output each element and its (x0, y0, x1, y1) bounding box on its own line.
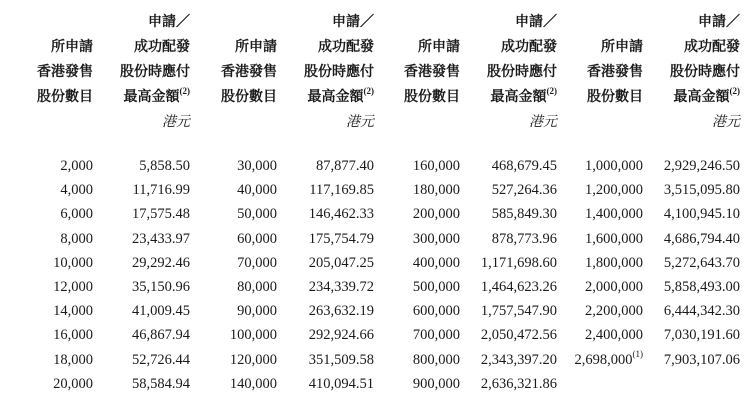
table-rows (377, 156, 557, 398)
shares-cell (53, 303, 93, 320)
table-row (10, 204, 190, 228)
shares-cell (585, 303, 643, 320)
shares-cell (53, 327, 93, 344)
amount-cell: 5,858.50 (139, 158, 190, 174)
shares-cell (413, 206, 460, 223)
amount-cell: 58,584.94 (132, 375, 190, 392)
shares-value: 1,200,000 (585, 182, 643, 199)
shares-cell (237, 158, 277, 175)
table-row (194, 350, 374, 374)
header-line (70, 35, 190, 60)
shares-cell (237, 255, 277, 272)
header-line-text: 申請／ (332, 15, 374, 30)
header-line (620, 85, 740, 110)
amount-cell: 23,433.97 (132, 230, 190, 247)
shares-cell (60, 158, 93, 175)
header-line (254, 10, 374, 35)
amount-column-header (254, 10, 374, 135)
amount-cell: 4,686,794.40 (663, 230, 740, 247)
shares-value: 140,000 (229, 375, 277, 392)
header-line: 股份數目 (587, 90, 643, 105)
table-row (377, 229, 557, 253)
amount-cell: 6,444,342.30 (663, 303, 740, 320)
shares-cell (585, 231, 643, 248)
table-row (194, 253, 374, 277)
shares-cell (413, 376, 460, 393)
table-group-3 (377, 0, 557, 403)
shares-value: 200,000 (412, 206, 460, 223)
table-row (377, 350, 557, 374)
shares-value: 160,000 (412, 158, 460, 174)
shares-value: 6,000 (60, 206, 93, 223)
shares-value: 16,000 (53, 327, 93, 344)
shares-value: 10,000 (53, 254, 93, 271)
currency-unit-label: 港元 (712, 115, 740, 130)
header-line (254, 35, 374, 60)
shares-value: 14,000 (53, 303, 93, 320)
amount-cell: 205,047.25 (308, 254, 374, 271)
header-line: 股份數目 (37, 90, 93, 105)
header-line (70, 60, 190, 85)
shares-value: 2,400,000 (585, 327, 643, 344)
amount-cell: 7,903,107.06 (663, 351, 740, 368)
table-rows (194, 156, 374, 398)
shares-value: 50,000 (237, 206, 277, 223)
shares-value: 120,000 (229, 351, 277, 368)
shares-value: 80,000 (237, 278, 277, 295)
header-line: 所申請 (418, 40, 460, 55)
shares-value: 2,000,000 (585, 278, 643, 295)
shares-cell (53, 279, 93, 296)
header-line (437, 10, 557, 35)
amount-cell: 292,924.66 (308, 327, 374, 344)
amount-cell: 35,150.96 (132, 278, 190, 295)
shares-value: 20,000 (53, 375, 93, 392)
shares-cell (237, 206, 277, 223)
header-line-text: 最高金額 (307, 90, 364, 105)
table-row (194, 325, 374, 349)
table-group-2 (194, 0, 374, 403)
amount-cell: 263,632.19 (308, 303, 374, 320)
shares-value: 2,698,000 (574, 351, 633, 368)
table-row (10, 180, 190, 204)
shares-cell (413, 182, 460, 199)
table-row (10, 229, 190, 253)
shares-cell (60, 231, 93, 248)
header-line: 股份數目 (404, 90, 460, 105)
shares-value: 700,000 (412, 327, 460, 344)
table-row (377, 325, 557, 349)
shares-cell (230, 376, 277, 393)
amount-cell: 2,636,321.86 (480, 375, 557, 392)
amount-cell: 117,169.85 (309, 182, 374, 199)
header-line: 所申請 (51, 40, 93, 55)
header-line (70, 10, 190, 35)
table-row (560, 253, 740, 277)
shares-cell (60, 206, 93, 223)
table-row (560, 156, 740, 180)
shares-value: 12,000 (53, 278, 93, 295)
table-row (10, 350, 190, 374)
table-row (560, 204, 740, 228)
table-row (377, 301, 557, 325)
amount-column-header (620, 10, 740, 135)
shares-cell (53, 376, 93, 393)
amount-cell: 1,757,547.90 (480, 303, 557, 320)
table-row (10, 156, 190, 180)
table-row (377, 180, 557, 204)
shares-value: 60,000 (237, 230, 277, 247)
amount-cell: 878,773.96 (491, 230, 557, 247)
table-row (10, 325, 190, 349)
footnote-marker: (1) (632, 348, 643, 359)
shares-cell (585, 279, 643, 296)
amount-cell: 410,094.51 (308, 375, 374, 392)
header-line-text: 申請／ (515, 15, 557, 30)
amount-column-header (70, 10, 190, 135)
header-line-text: 成功配發 (318, 40, 374, 55)
amount-cell: 2,343,397.20 (480, 351, 557, 368)
table-row (560, 350, 740, 374)
table-row (194, 204, 374, 228)
amount-cell: 5,272,643.70 (663, 254, 740, 271)
amount-cell: 2,929,246.50 (663, 158, 740, 174)
shares-value: 1,800,000 (585, 254, 643, 271)
table-row (377, 156, 557, 180)
amount-cell: 1,171,698.60 (480, 254, 557, 271)
amount-cell: 234,339.72 (308, 278, 374, 295)
amount-cell: 29,292.46 (132, 254, 190, 271)
table-rows (10, 156, 190, 398)
header-line-text: 股份時應付 (487, 65, 557, 80)
header-line-text: 股份時應付 (304, 65, 374, 80)
header-line: 所申請 (601, 40, 643, 55)
header-line-text: 申請／ (148, 15, 190, 30)
shares-cell (237, 231, 277, 248)
shares-value: 180,000 (412, 182, 460, 199)
table-row (377, 253, 557, 277)
table-row (560, 180, 740, 204)
header-line (620, 35, 740, 60)
shares-cell (585, 327, 643, 344)
amount-cell: 41,009.45 (132, 303, 190, 320)
shares-cell (585, 255, 643, 272)
header-line: 香港發售 (404, 65, 460, 80)
shares-cell (574, 348, 644, 369)
shares-value: 1,400,000 (585, 206, 643, 223)
header-line-text: 股份時應付 (120, 65, 190, 80)
header-line: 香港發售 (37, 65, 93, 80)
header-line (254, 60, 374, 85)
amount-cell: 175,754.79 (308, 230, 374, 247)
header-line (70, 85, 190, 110)
shares-cell (60, 182, 93, 199)
shares-value: 100,000 (229, 327, 277, 344)
table-row (194, 374, 374, 398)
shares-cell (413, 255, 460, 272)
currency-unit-label: 港元 (162, 115, 190, 130)
shares-value: 70,000 (237, 254, 277, 271)
shares-value: 2,000 (60, 158, 93, 174)
shares-value: 30,000 (237, 158, 277, 174)
shares-cell (237, 182, 277, 199)
table-row (10, 374, 190, 398)
footnote-marker: (2) (363, 86, 374, 97)
shares-value: 8,000 (60, 230, 93, 247)
header-line-text: 申請／ (698, 15, 740, 30)
amount-cell: 585,849.30 (491, 206, 557, 223)
amount-cell: 5,858,493.00 (663, 278, 740, 295)
amount-cell: 351,509.58 (308, 351, 374, 368)
footnote-marker: (2) (546, 86, 557, 97)
header-line-text: 成功配發 (684, 40, 740, 55)
table-row (194, 156, 374, 180)
header-line: 香港發售 (221, 65, 277, 80)
table-group-1 (10, 0, 190, 403)
amount-cell: 46,867.94 (132, 327, 190, 344)
shares-cell (230, 327, 277, 344)
shares-cell (230, 352, 277, 369)
shares-cell (237, 303, 277, 320)
header-line: 股份數目 (221, 90, 277, 105)
table-row (560, 325, 740, 349)
header-line (437, 60, 557, 85)
footnote-marker: (2) (729, 86, 740, 97)
header-line (437, 85, 557, 110)
shares-value: 1,600,000 (585, 230, 643, 247)
shares-value: 900,000 (412, 375, 460, 392)
amount-cell: 7,030,191.60 (663, 327, 740, 344)
header-line-text: 成功配發 (134, 40, 190, 55)
header-line (254, 85, 374, 110)
table-row (10, 301, 190, 325)
shares-cell (413, 327, 460, 344)
amount-cell: 3,515,095.80 (663, 182, 740, 199)
table-row (194, 301, 374, 325)
shares-value: 2,200,000 (585, 303, 643, 320)
header-line-text: 最高金額 (490, 90, 547, 105)
header-line-text: 股份時應付 (670, 65, 740, 80)
table-row (377, 204, 557, 228)
shares-value: 90,000 (237, 303, 277, 320)
table-row (194, 229, 374, 253)
shares-cell (413, 231, 460, 248)
amount-column-header (437, 10, 557, 135)
table-row (10, 277, 190, 301)
shares-cell (413, 352, 460, 369)
amount-cell: 2,050,472.56 (480, 327, 557, 344)
shares-cell (413, 158, 460, 175)
shares-value: 400,000 (412, 254, 460, 271)
shares-cell (585, 206, 643, 223)
amount-cell: 87,877.40 (316, 158, 374, 174)
table-row (377, 374, 557, 398)
amount-cell: 146,462.33 (308, 206, 374, 223)
shares-cell (413, 303, 460, 320)
shares-cell (585, 182, 643, 199)
shares-cell (53, 255, 93, 272)
shares-value: 1,000,000 (585, 158, 643, 174)
amount-cell: 17,575.48 (132, 206, 190, 223)
amount-cell: 1,464,623.26 (480, 278, 557, 295)
shares-value: 600,000 (412, 303, 460, 320)
header-line (437, 35, 557, 60)
footnote-marker: (2) (179, 86, 190, 97)
table-row (194, 277, 374, 301)
table-row (560, 277, 740, 301)
header-line-text: 最高金額 (673, 90, 730, 105)
table-group-4 (560, 0, 740, 403)
shares-value: 4,000 (60, 182, 93, 199)
amount-cell: 527,264.36 (491, 182, 557, 199)
currency-unit-label: 港元 (346, 115, 374, 130)
table-row (10, 253, 190, 277)
shares-value: 800,000 (412, 351, 460, 368)
header-line-text: 最高金額 (123, 90, 180, 105)
header-line: 香港發售 (587, 65, 643, 80)
shares-value: 18,000 (53, 351, 93, 368)
header-line (620, 10, 740, 35)
table-row (560, 229, 740, 253)
currency-unit-label: 港元 (529, 115, 557, 130)
amount-cell: 468,679.45 (491, 158, 557, 174)
header-line (620, 60, 740, 85)
shares-cell (585, 158, 643, 175)
amount-cell: 52,726.44 (132, 351, 190, 368)
table-rows (560, 156, 740, 374)
shares-value: 500,000 (412, 278, 460, 295)
amount-cell: 11,716.99 (132, 182, 190, 199)
header-line: 所申請 (235, 40, 277, 55)
header-line-text: 成功配發 (501, 40, 557, 55)
shares-cell (413, 279, 460, 296)
table-row (560, 301, 740, 325)
amount-cell: 4,100,945.10 (663, 206, 740, 223)
table-row (194, 180, 374, 204)
shares-value: 300,000 (412, 230, 460, 247)
table-row (377, 277, 557, 301)
shares-value: 40,000 (237, 182, 277, 199)
shares-cell (53, 352, 93, 369)
shares-cell (237, 279, 277, 296)
